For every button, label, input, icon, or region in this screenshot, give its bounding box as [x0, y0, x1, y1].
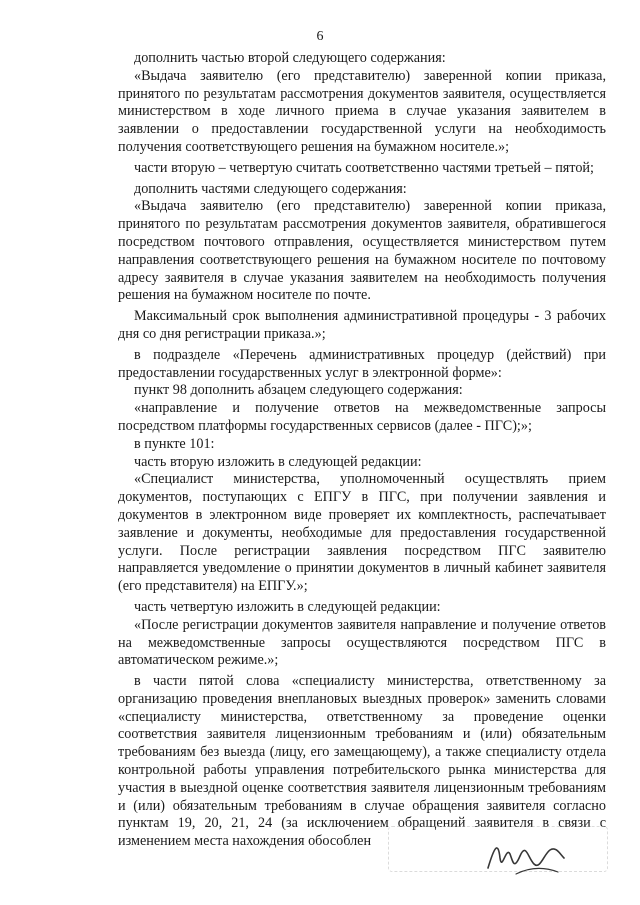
paragraph: «Выдача заявителю (его представителю) заверенной копии приказа, принятого по результатам рассмотрения документов заявителя, осуществляется министерством в ходе личного приема в случае указания заявителем в заявлении о предоставлении государственной услуги на необходимость получения соответствующего решения на бумажном носителе.»; [118, 67, 606, 155]
document-body [118, 50, 606, 851]
paragraph: «После регистрации документов заявителя направление и получение ответов на межведомственные запросы осуществляются посредством ПГС в автоматическом режиме.»; [118, 616, 606, 669]
paragraph: Максимальный срок выполнения административной процедуры - 3 рабочих дня со дня регистрации приказа.»; [118, 308, 606, 342]
paragraph: пункт 98 дополнить абзацем следующего содержания: [134, 382, 463, 399]
paragraph: часть четвертую изложить в следующей редакции: [134, 598, 441, 615]
handwritten-signature [480, 828, 570, 888]
paragraph: «направление и получение ответов на межведомственные запросы посредством платформы государственных сервисов (далее - ПГС);»; [118, 400, 606, 434]
page-number: 6 [316, 29, 324, 44]
paragraph: дополнить частью второй следующего содержания: [134, 50, 446, 66]
paragraph: дополнить частями следующего содержания: [134, 180, 407, 197]
paragraph: часть вторую изложить в следующей редакции: [134, 453, 422, 470]
paragraph: в пункте 101: [134, 435, 215, 452]
paragraph: «Специалист министерства, уполномоченный осуществлять прием документов, поступающих с ЕПГУ в ПГС, при получении заявления и документов в электронном виде проверяет их комплектность, распечатывает заявление и документы, необходимые для предоставления государственной услуги. После регистрации заявления посредством ПГС заявителю направляется уведомление о принятии документов в личный кабинет заявителя (его представителя) на ЕПГУ.»; [118, 471, 606, 595]
paragraph: «Выдача заявителю (его представителю) заверенной копии приказа, принятого по результатам рассмотрения документов заявителя, обратившегося посредством почтового отправления, осуществляется министерством путем направления соответствующего решения на бумажном носителе по почтовому адресу заявителя в случае указания заявителем на необходимость получения решения на бумажном носителе по почте. [118, 198, 606, 304]
paragraph: в части пятой слова «специалисту министерства, ответственному за организацию проведения внеплановых выездных проверок» заменить словами «специалисту министерства, ответственному за проведение оценки соответствия заявителя лицензионным требованиям и (или) обязательным требованиям без выезда (лицу, его замещающему), а также специалисту отдела контрольной работы управления потребительского рынка министерства для участия в выездной оценке соответствия заявителя лицензионным требованиям и (или) обязательным требованиям в случае обращения заявителя согласно пунктам 19, 20, 21, 24 (за исключением обращений заявителя в связи с изменением места нахождения обособлен [118, 673, 606, 850]
paragraph: части вторую – четвертую считать соответственно частями третьей – пятой; [134, 159, 594, 176]
paragraph: в подразделе «Перечень административных процедур (действий) при предоставлении государственных услуг в электронной форме»: [118, 346, 606, 381]
